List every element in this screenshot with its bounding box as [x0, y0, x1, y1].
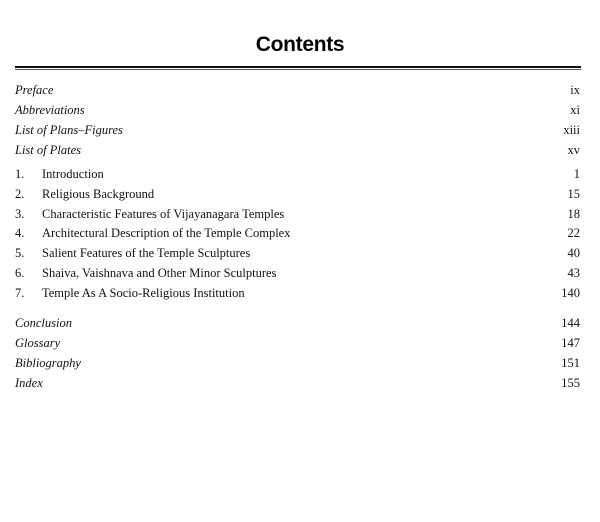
chapter-number: 2. — [15, 186, 25, 201]
toc-entry-page: 147 — [561, 336, 580, 350]
toc-chapter-1 — [15, 165, 580, 185]
toc-entry-page: 15 — [567, 186, 580, 201]
toc-entry-label: Characteristic Features of Vijayanagara Temples — [42, 206, 285, 221]
front-matter-list — [15, 80, 580, 160]
toc-entry-label: Shaiva, Vaishnava and Other Minor Sculptures — [42, 265, 277, 280]
toc-entry-page: 144 — [561, 316, 580, 330]
toc-entry-label: Introduction — [42, 167, 104, 181]
toc-entry-preface — [15, 80, 580, 100]
toc-entry-page: 1 — [573, 167, 580, 181]
toc-entry-page: 18 — [567, 206, 580, 221]
chapter-number: 6. — [15, 265, 25, 280]
back-matter-list — [15, 313, 580, 393]
toc-entry-conclusion — [15, 313, 580, 333]
toc-entry-list-of-plates — [15, 140, 580, 160]
chapter-number: 1. — [15, 167, 25, 181]
toc-entry-label: Religious Background — [42, 186, 155, 201]
toc-chapter-2 — [15, 185, 580, 205]
toc-entry-page: 151 — [561, 356, 580, 370]
toc-entry-label: Architectural Description of the Temple Complex — [42, 226, 291, 241]
page-title: Contents — [255, 33, 345, 56]
toc-chapter-7 — [15, 284, 580, 304]
toc-entry-label: Preface — [15, 83, 54, 97]
toc-entry-label: Temple As A Socio-Religious Institution — [42, 285, 245, 300]
toc-entry-abbreviations — [15, 100, 580, 120]
toc-entry-page: xiii — [563, 123, 580, 137]
toc-entry-label: Bibliography — [15, 356, 81, 370]
toc-entry-label: Abbreviations — [15, 103, 85, 117]
toc-entry-page: 40 — [567, 246, 580, 261]
toc-entry-label: List of Plans–Figures — [15, 123, 123, 137]
toc-chapter-4 — [15, 224, 580, 244]
toc-chapter-5 — [15, 244, 580, 264]
toc-entry-index — [15, 373, 580, 393]
toc-entry-label: Index — [15, 376, 43, 390]
toc-entry-list-of-plans-figures — [15, 120, 580, 140]
toc-chapter-6 — [15, 264, 580, 284]
toc-entry-page: 43 — [567, 265, 580, 280]
toc-entry-label: Salient Features of the Temple Sculptures — [42, 246, 251, 261]
title-rule — [15, 66, 581, 68]
toc-entry-label: Conclusion — [15, 316, 72, 330]
chapter-number: 5. — [15, 246, 25, 261]
title-rule-thin — [15, 69, 581, 70]
toc-entry-page: ix — [570, 83, 580, 97]
toc-entry-glossary — [15, 333, 580, 353]
chapter-number: 4. — [15, 226, 25, 241]
toc-entry-page: 140 — [561, 285, 580, 300]
toc-entry-label: Glossary — [15, 336, 61, 350]
toc-entry-page: xv — [567, 143, 580, 157]
chapter-number: 7. — [15, 285, 25, 300]
toc-chapter-3 — [15, 205, 580, 225]
toc-entry-label: List of Plates — [15, 143, 81, 157]
toc-entry-page: 155 — [561, 376, 580, 390]
toc-entry-page: 22 — [567, 226, 580, 241]
toc-entry-bibliography — [15, 353, 580, 373]
chapter-list — [15, 165, 580, 304]
chapter-number: 3. — [15, 206, 25, 221]
toc-entry-page: xi — [570, 103, 580, 117]
